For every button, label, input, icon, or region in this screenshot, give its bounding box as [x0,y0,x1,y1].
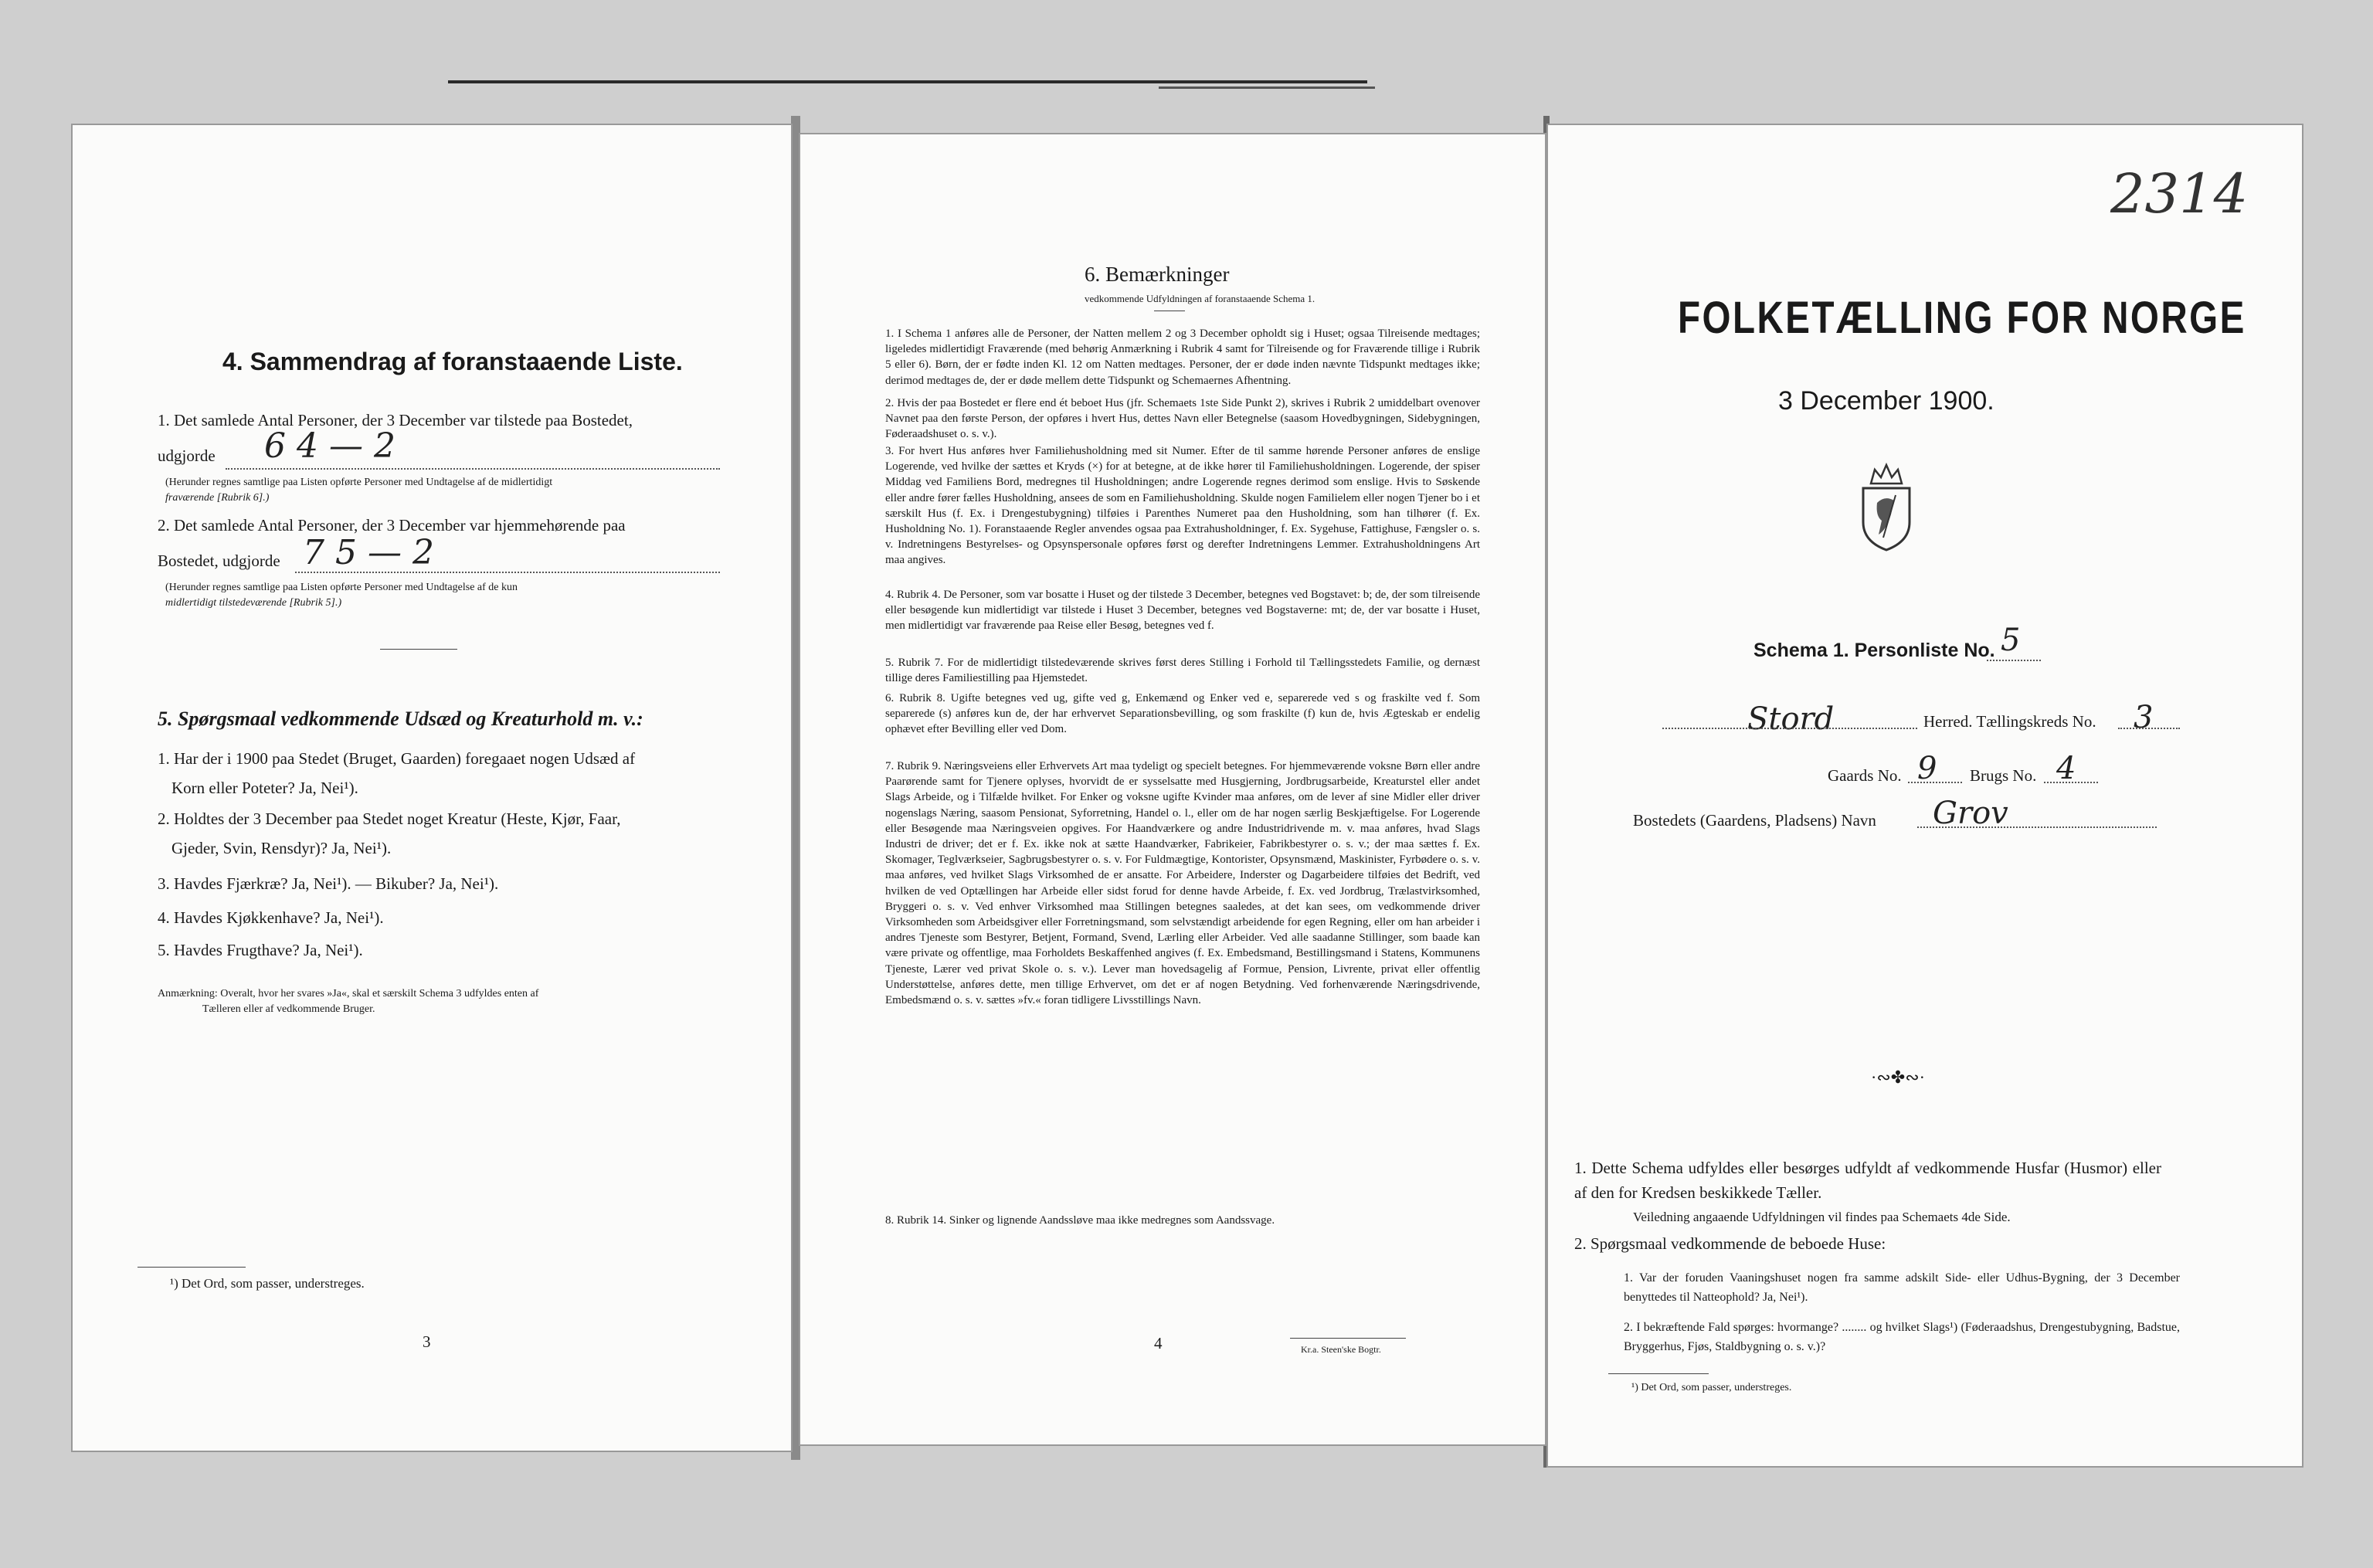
remark-item-2: 2. Hvis der paa Bostedet er flere end ét beboet Hus (jfr. Schemaets 1ste Side Punkt 2), skrives i Rubrik 2 umiddelbart ovenover Navnet paa den første Person, der opføres i hvert Hus, dettes Navn eller Betegnelse (saasom Hovedbygningen, Sidebygningen, Føderaadshuset o. s. v.). [885,397,1480,441]
herred-label: Herred. Tællingskreds No. [1923,712,2096,731]
brugs-number: 4 [2056,751,2076,786]
q1-note-2: fraværende [Rubrik 6].) [165,492,270,504]
q2-note-1: (Herunder regnes samtlige paa Listen opførte Personer med Undtagelse af de kun [165,582,518,593]
remark-item-8: 8. Rubrik 14. Sinker og lignende Aandssløve maa ikke medregnes som Aandssvage. [885,1214,1275,1227]
gaards-number: 9 [1917,751,1937,786]
page-number-3: 3 [423,1332,431,1351]
q1-line1: 1. Det samlede Antal Personer, der 3 December var tilstede paa Bostedet, [158,411,633,429]
q2-dotted-line [295,572,720,573]
section-5-title: 5. Spørgsmaal vedkommende Udsæd og Kreaturhold m. v.: [158,708,643,730]
remark-item-1: 1. I Schema 1 anføres alle de Personer, der Natten mellem 2 og 3 December opholdt sig i Huset; ogsaa Tilreisende medtages; ligeledes midlertidigt Fraværende (med behørig Anmærkning i Rubrik 4 samt for Tilreisende og for Fraværende tillige i Rubrik 5 eller 6). Børn, der er fødte inden Kl. 12 om Natten medtages. Personer, der er døde inden nævnte Tidspunkt medtages ikke; derimod medtages de, der er døde mellem dette Tidspunkt og Schemaernes Afhentning. [885,328,1480,387]
personliste-dots [1987,660,2041,661]
q1-note-1: (Herunder regnes samtlige paa Listen opførte Personer med Undtagelse af de midlertidigt [165,477,553,488]
remark-item-4: 4. Rubrik 4. De Personer, som var bosatte i Huset og der tilstede 3 December, betegnes ved Bogstavet: b; de, der som tilreisende eller besøgende kun midlertidigt var tilstede i Huset 3 December, betegnes ved Bogstaverne: mt; de, der var bosatte i Huset, men midlertidigt var fraværende paa Reise eller Besøg, betegnes ved f. [885,589,1480,633]
archive-number: 2314 [2110,162,2249,226]
kreds-dots [2118,728,2180,729]
remarks-title: 6. Bemærkninger [1085,263,1230,286]
instruction-2-2: 2. I bekræftende Fald spørges: hvormange? ........ og hvilket Slags¹) (Føderaadshus, Drengestubygning, Badstue, Bryggerhus, Fjøs, Staldbygning o. s. v.)? [1624,1321,2180,1353]
anmaerkning-1: Anmærkning: Overalt, hvor her svares »Ja«, skal et særskilt Schema 3 udfyldes enten af [158,988,539,1000]
herred-dots [1662,728,1917,729]
q1-handwritten: 6 4 — 2 [264,426,396,466]
gaards-dots [1908,782,1962,783]
gaards-label: Gaards No. [1828,766,1902,785]
bosted-value: Grov [1933,796,2008,831]
footnote: ¹) Det Ord, som passer, understreges. [170,1276,365,1291]
divider-short [380,649,457,650]
remark-item-5: 5. Rubrik 7. For de midlertidigt tilstedeværende skrives først deres Stilling i Forhold til Tællingsstedets Familie, og dernæst tillige deres Familiestilling paa Hjemstedet. [885,657,1480,685]
q2-handwritten: 7 5 — 2 [303,533,434,572]
anmaerkning-2: Tælleren eller af vedkommende Bruger. [202,1003,375,1015]
footnote: ¹) Det Ord, som passer, understreges. [1631,1382,1792,1393]
bosted-label: Bostedets (Gaardens, Pladsens) Navn [1633,811,1876,830]
q2-line1: 2. Det samlede Antal Personer, der 3 December var hjemmehørende paa [158,516,626,535]
footnote-rule [137,1267,246,1268]
page-3 [71,124,793,1452]
top-edge-rule-2 [1159,87,1375,89]
instruction-1-note: Veiledning angaaende Udfyldningen vil findes paa Schemaets 4de Side. [1633,1210,2011,1224]
q1-dotted-line [226,468,720,470]
instruction-2-1: 1. Var der foruden Vaaningshuset nogen fra samme adskilt Side- eller Udhus-Bygning, der 3 December benyttedes til Natteophold? Ja, Nei¹). [1624,1271,2180,1304]
s5-q1a: 1. Har der i 1900 paa Stedet (Bruget, Gaarden) foregaaet nogen Udsæd af [158,749,636,768]
remarks-subtitle: vedkommende Udfyldningen af foranstaaende Schema 1. [1085,293,1316,304]
coat-of-arms-icon [1855,460,1917,553]
page-number-4: 4 [1154,1334,1163,1352]
section-4-title: 4. Sammendrag af foranstaaende Liste. [222,348,683,375]
ornament-divider: ·∾✤∾· [1871,1067,1925,1087]
top-edge-rule [448,80,1367,83]
remark-item-3: 3. For hvert Hus anføres hver Familiehusholdning med sit Numer. Efter de til samme hørende Personer anføres de enslige Logerende, ved hvilke der sættes et Kryds (×) for at betegne, at de ikke hører til Familiehusholdningen. Logerende, der spiser Middag ved Familiens Bord, medregnes til Husholdningen; andre Logerende regnes derimod som enslige. Hvis to Søskende eller andre fører fælles Husholdning, ansees de som en Familiehusholdning. Skulde nogen Familielem eller nogen Tjener bo i et særskilt Hus (f. Ex. i Drengestubygning) tilføies i Parenthes Numeret paa den Husholdning, som han tilhører (f. Ex. Husholdning No. 1). Foranstaaende Regler anvendes ogsaa paa Extrahusholdninger, f. Ex. Sygehuse, Fattighuse, Fængsler o. s. v. Indretningens Bestyrelses- og Opsynspersonale opføres først og derefter Indretningens Lemmer. Extrahusholdningens Art maa angives. [885,445,1480,567]
q1-line2: udgjorde [158,446,216,465]
q2-line2: Bostedet, udgjorde [158,552,280,570]
printer-credit: Kr.a. Steen'ske Bogtr. [1301,1344,1381,1355]
instruction-1: 1. Dette Schema udfyldes eller besørges udfyldt af vedkommende Husfar (Husmor) eller af den for Kredsen beskikkede Tæller. [1574,1159,2161,1202]
printer-rule [1290,1338,1406,1339]
s5-q2a: 2. Holdtes der 3 December paa Stedet noget Kreatur (Heste, Kjør, Faar, [158,809,621,828]
instruction-2: 2. Spørgsmaal vedkommende de beboede Huse: [1574,1234,1886,1253]
brugs-dots [2044,782,2098,783]
page-4 [799,133,1546,1446]
s5-q1b: Korn eller Poteter? Ja, Nei¹). [171,779,358,797]
brugs-label: Brugs No. [1970,766,2037,785]
herred-value: Stord [1747,701,1835,737]
kreds-number: 3 [2134,700,2154,735]
schema-label: Schema 1. Personliste No. [1753,640,1995,661]
census-title: FOLKETÆLLING FOR NORGE [1678,293,2246,343]
remark-item-6: 6. Rubrik 8. Ugifte betegnes ved ug, gifte ved g, Enkemænd og Enker ved e, separerede ved s og fraskilte ved f. Som separerede (s) anføres kun de, der har erhvervet Separationsbevilling, og som fraskilte (f) kun de, hvis Ægteskab er endelig ophævet efter Bevilling eller ved Dom. [885,692,1480,736]
page-1-cover [1546,124,2303,1468]
bosted-dots [1917,826,2157,828]
personliste-number: 5 [2001,623,2021,658]
s5-q3: 3. Havdes Fjærkræ? Ja, Nei¹). — Bikuber? Ja, Nei¹). [158,874,499,893]
census-date: 3 December 1900. [1778,386,1994,416]
remark-item-7: 7. Rubrik 9. Næringsveiens eller Erhvervets Art maa tydeligt og specielt betegnes. For hjemmeværende voksne Børn eller andre Paarørende samt for Tjenere oplyses, hvorvidt de er sysselsatte med Husgjerning, Jordbrugsarbeide, Kreaturstel eller andet Slags Arbeide, og i Tilfælde hvilket. For Enker og voksne ugifte Kvinder maa anføres, om de lever af sine Midler eller driver nogenslags Næring, saasom Pensionat, Syforretning, Handel o. l., eller om de har nogen særlig Beskjæftigelse. For Logerende eller Besøgende maa Næringsveien opgives. For Haandværkere og andre Industridrivende m. v. maa anføres, hvad Slags Industri de driver; det er f. Ex. ikke nok at sætte Haandværker, Fabrikeier, Fabrikbestyrer o. s. v.; der maa sættes f. Ex. Skomager, Teglværkseier, Sagbrugsbestyrer o. s. v. For Fuldmægtige, Kontorister, Opsynsmænd, Maskinister, Fyrbødere o. s. v. maa anføres, ved hvilket Slags Virksomhed de er ansatte. For Arbeidere, Inderster og Dagarbeidere tilføies det Bedrift, ved hvilken de ved Optællingen har Arbeide eller sidst forud for denne havde Arbeide, f. Ex. ved Jordbrug, Trælastvirksomhed, Bryggeri o. s. v. Ved enhver Virksomhed maa Stillingen betegnes saaledes, at det kan sees, om vedkommende driver Virksomheden som Arbeidsgiver eller Forretningsmand, som selvstændigt arbeidende for egen Regning, eller om han arbeider i andres Tjeneste som Bestyrer, Betjent, Formand, Svend, Lærling eller Arbeider. Ved alle saadanne Stillinger, som baade kan være private og offentlige, maa Forholdets Beskaffenhed angives (f. Ex. Embedsmand, Bestillingsmand i Statens, Kommunens Tjeneste, Lærer ved privat Skole o. s. v.). Lever man hovedsagelig af Formue, Pension, Livrente, privat eller offentlig Understøttelse, anføres dette, men tillige Erhvervet, om det er af nogen Betydning. Ved forhenværende Næringsdrivende, Embedsmænd o. s. v. sættes »fv.« foran tidligere Livsstillings Navn. [885,760,1480,1007]
s5-q2b: Gjeder, Svin, Rensdyr)? Ja, Nei¹). [171,839,392,857]
q2-note-2: midlertidigt tilstedeværende [Rubrik 5].) [165,597,342,609]
s5-q5: 5. Havdes Frugthave? Ja, Nei¹). [158,941,363,959]
s5-q4: 4. Havdes Kjøkkenhave? Ja, Nei¹). [158,908,384,927]
footnote-rule [1608,1373,1709,1374]
